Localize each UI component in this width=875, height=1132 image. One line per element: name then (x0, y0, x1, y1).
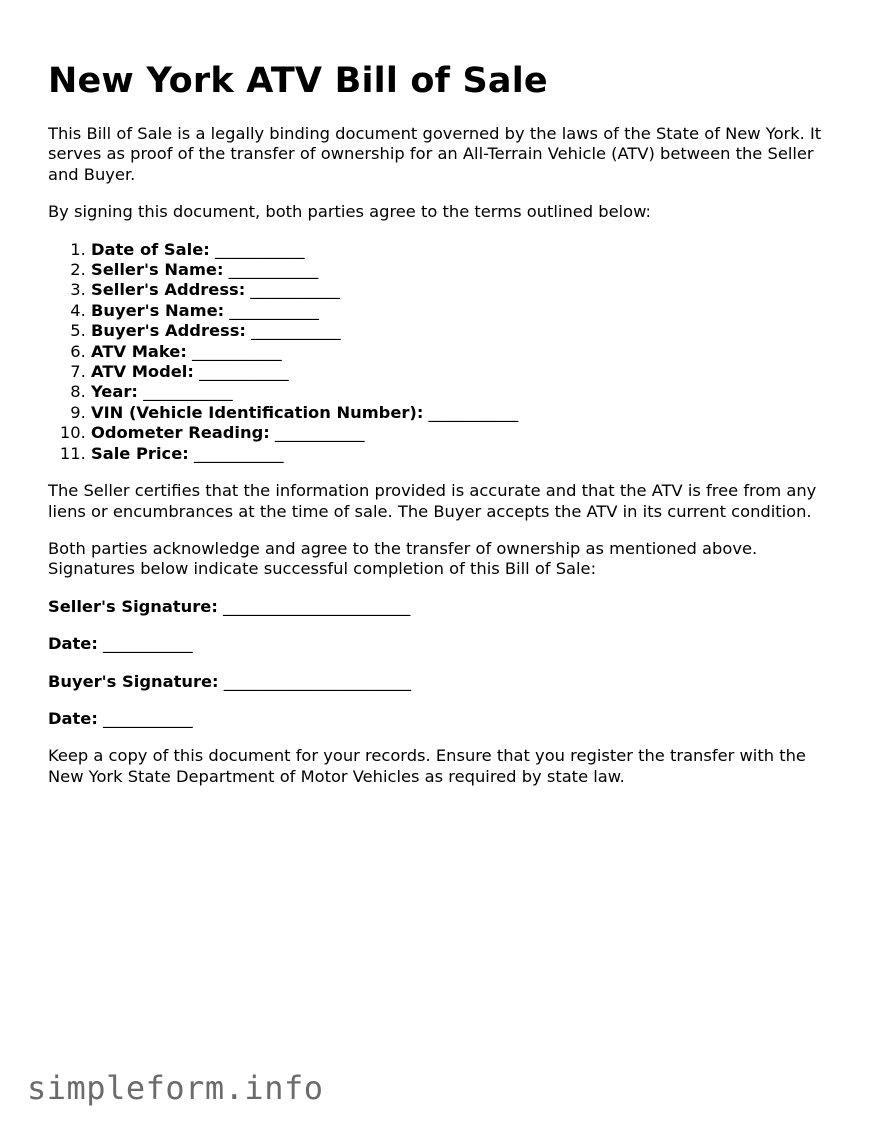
field-blank: ___________ (250, 280, 340, 300)
field-blank: ___________ (274, 423, 365, 443)
seller-signature-line (48, 597, 838, 617)
buyer-date-line (48, 709, 838, 729)
agree-paragraph: By signing this document, both parties agree to the terms outlined below: (48, 202, 652, 222)
field-label: ATV Make: (91, 341, 187, 361)
field-label: Odometer Reading: (91, 423, 270, 443)
fields-list (48, 240, 838, 464)
field-blank: ___________ (251, 321, 341, 341)
field-atv-make (91, 342, 838, 362)
acknowledge-paragraph: Both parties acknowledge and agree to the transfer of ownership as mentioned above. Signatures below indicate successful completion of this Bill of Sale: (48, 538, 758, 579)
field-date-of-sale (91, 240, 838, 260)
field-blank: ___________ (193, 443, 284, 463)
field-label: Date of Sale: (91, 239, 210, 259)
seller-signature-label: Seller's Signature: (48, 596, 218, 616)
field-label: Sale Price: (91, 443, 189, 463)
field-label: VIN (Vehicle Identification Number): (91, 402, 424, 422)
buyer-signature-blank: _______________________ (223, 671, 411, 691)
intro-paragraph: This Bill of Sale is a legally binding document governed by the laws of the State of New York. It serves as proof of the transfer of ownership for an All-Terrain Vehicle (ATV) between the Seller and Buyer. (48, 124, 822, 184)
field-buyer-address (91, 321, 838, 341)
field-label: Buyer's Name: (91, 300, 225, 320)
watermark-text: simpleform.info (27, 1069, 324, 1107)
field-year (91, 382, 838, 402)
field-atv-model (91, 362, 838, 382)
field-blank: ___________ (214, 239, 305, 259)
field-vin (91, 403, 838, 423)
field-blank: ___________ (192, 341, 282, 361)
buyer-date-label: Date: (48, 708, 98, 728)
seller-date-blank: ___________ (103, 634, 193, 654)
buyer-date-blank: ___________ (103, 708, 193, 728)
field-blank: ___________ (428, 402, 519, 422)
field-label: ATV Model: (91, 362, 194, 382)
seller-date-label: Date: (48, 634, 98, 654)
field-blank: ___________ (143, 382, 233, 402)
field-blank: ___________ (199, 362, 289, 382)
field-seller-address (91, 280, 838, 300)
buyer-signature-line (48, 672, 838, 692)
field-blank: ___________ (228, 260, 319, 280)
seller-date-line (48, 634, 838, 654)
closing-paragraph: Keep a copy of this document for your records. Ensure that you register the transfer with the New York State Department of Motor Vehicles as required by state law. (48, 746, 806, 786)
field-buyer-name (91, 301, 838, 321)
document-title: New York ATV Bill of Sale (48, 61, 548, 101)
buyer-signature-label: Buyer's Signature: (48, 671, 219, 691)
field-sale-price (91, 444, 838, 464)
field-label: Buyer's Address: (91, 321, 246, 341)
field-odometer-reading (91, 423, 838, 443)
field-seller-name (91, 260, 838, 280)
field-label: Year: (91, 382, 138, 402)
field-label: Seller's Name: (91, 260, 224, 280)
field-label: Seller's Address: (91, 280, 246, 300)
certification-paragraph: The Seller certifies that the information provided is accurate and that the ATV is free from any liens or encumbrances at the time of sale. The Buyer accepts the ATV in its current condition. (48, 481, 817, 521)
field-blank: ___________ (229, 300, 319, 320)
bill-of-sale-document (48, 58, 838, 804)
seller-signature-blank: _______________________ (223, 596, 411, 616)
